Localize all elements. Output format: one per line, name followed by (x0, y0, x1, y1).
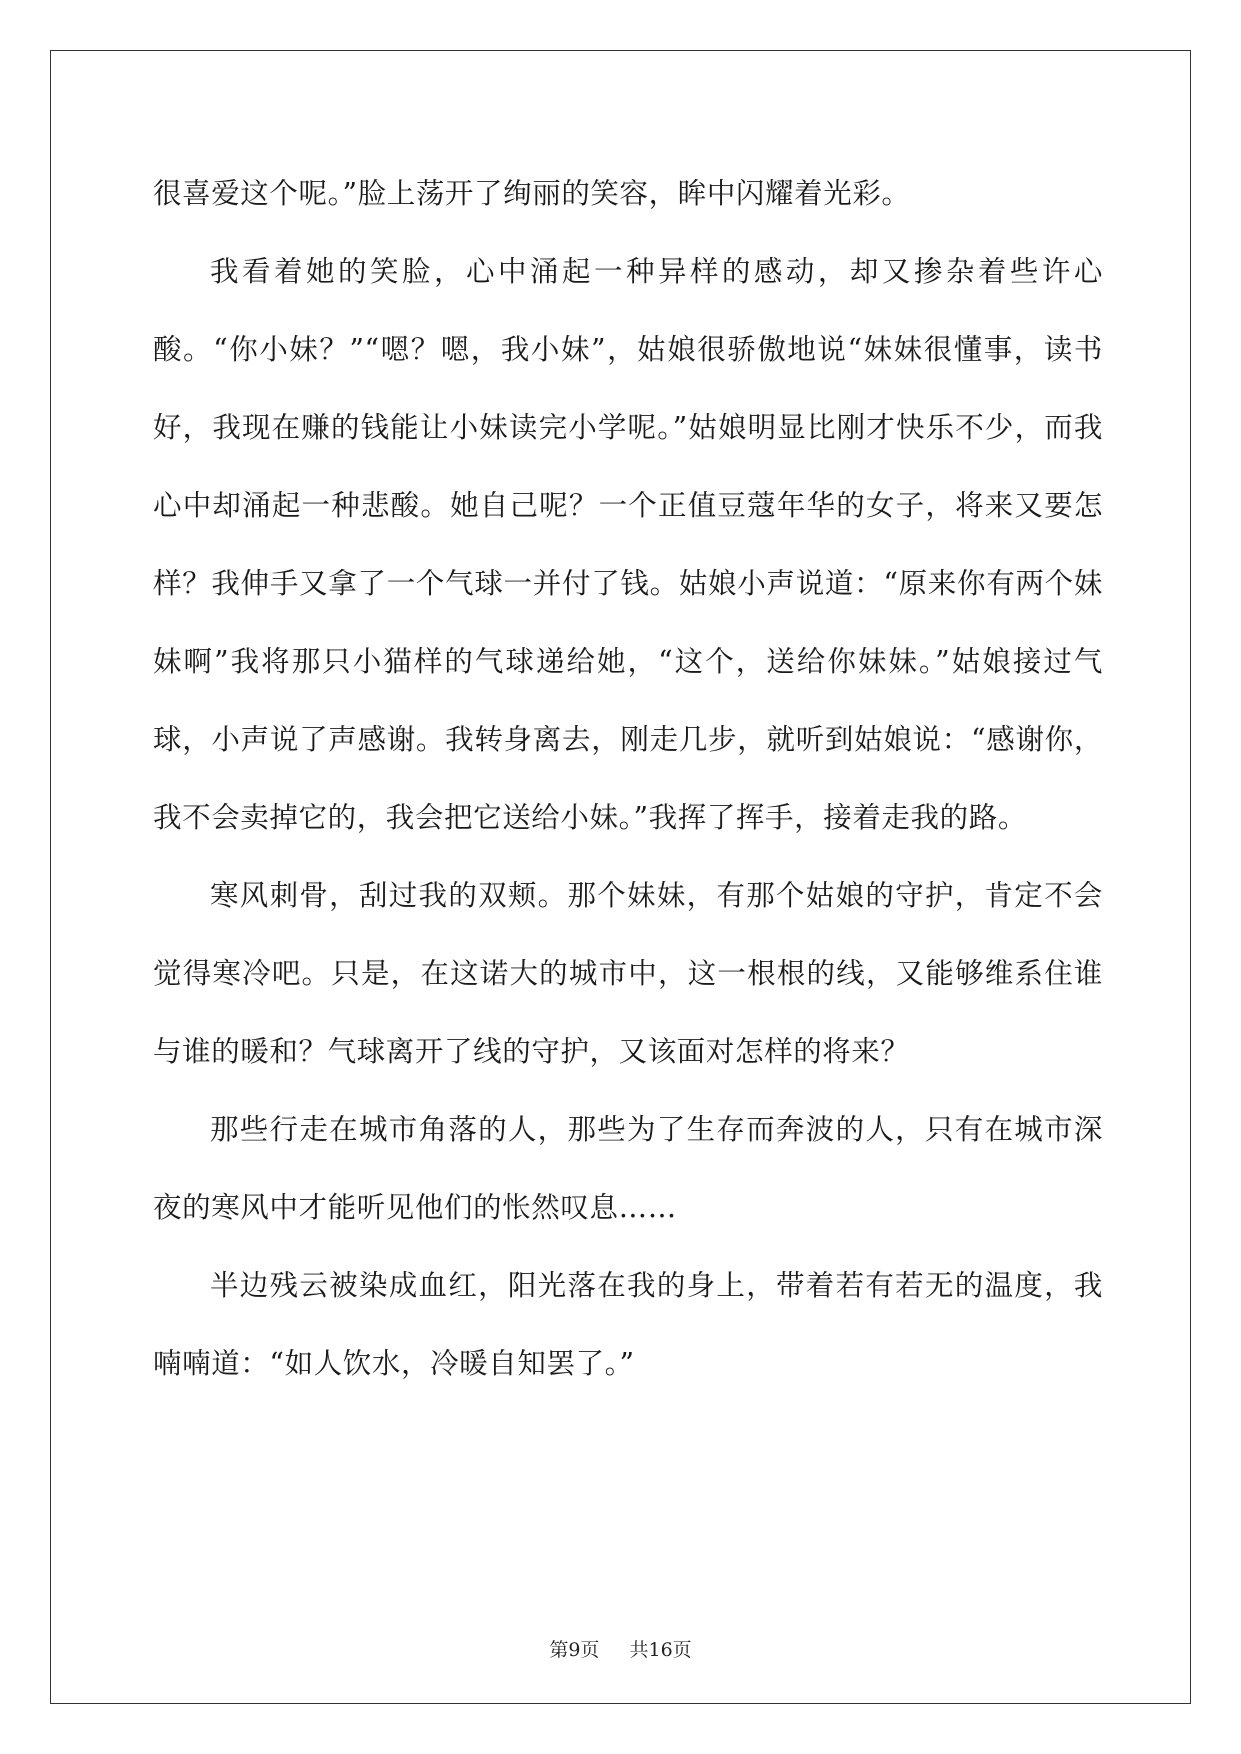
paragraph-5: 半边残云被染成血红，阳光落在我的身上，带着若有若无的温度，我喃喃道：“如人饮水，冷暖自知罢了。” (153, 1269, 1103, 1380)
page-number: 第9页 (549, 1639, 600, 1661)
page-total: 共16页 (629, 1639, 692, 1661)
page-footer (0, 1635, 1241, 1662)
document-body (153, 155, 1103, 1403)
paragraph-4: 那些行走在城市角落的人，那些为了生存而奔波的人，只有在城市深夜的寒风中才能听见他们的怅然叹息…… (153, 1113, 1103, 1224)
paragraph-3: 寒风刺骨，刮过我的双颊。那个妹妹，有那个姑娘的守护，肯定不会觉得寒冷吧。只是，在这诺大的城市中，这一根根的线，又能够维系住谁与谁的暖和？气球离开了线的守护，又该面对怎样的将来？ (153, 879, 1103, 1068)
paragraph-1: 很喜爱这个呢。”脸上荡开了绚丽的笑容，眸中闪耀着光彩。 (153, 177, 911, 210)
paragraph-2: 我看着她的笑脸，心中涌起一种异样的感动，却又掺杂着些许心酸。“你小妹？”“嗯？嗯，我小妹”，姑娘很骄傲地说“妹妹很懂事，读书好，我现在赚的钱能让小妹读完小学呢。”姑娘明显比刚才快乐不少，而我心中却涌起一种悲酸。她自己呢？一个正值豆蔻年华的女子，将来又要怎样？我伸手又拿了一个气球一并付了钱。姑娘小声说道：“原来你有两个妹妹啊”我将那只小猫样的气球递给她，“这个，送给你妹妹。”姑娘接过气球，小声说了声感谢。我转身离去，刚走几步，就听到姑娘说：“感谢你，我不会卖掉它的，我会把它送给小妹。”我挥了挥手，接着走我的路。 (153, 255, 1103, 834)
